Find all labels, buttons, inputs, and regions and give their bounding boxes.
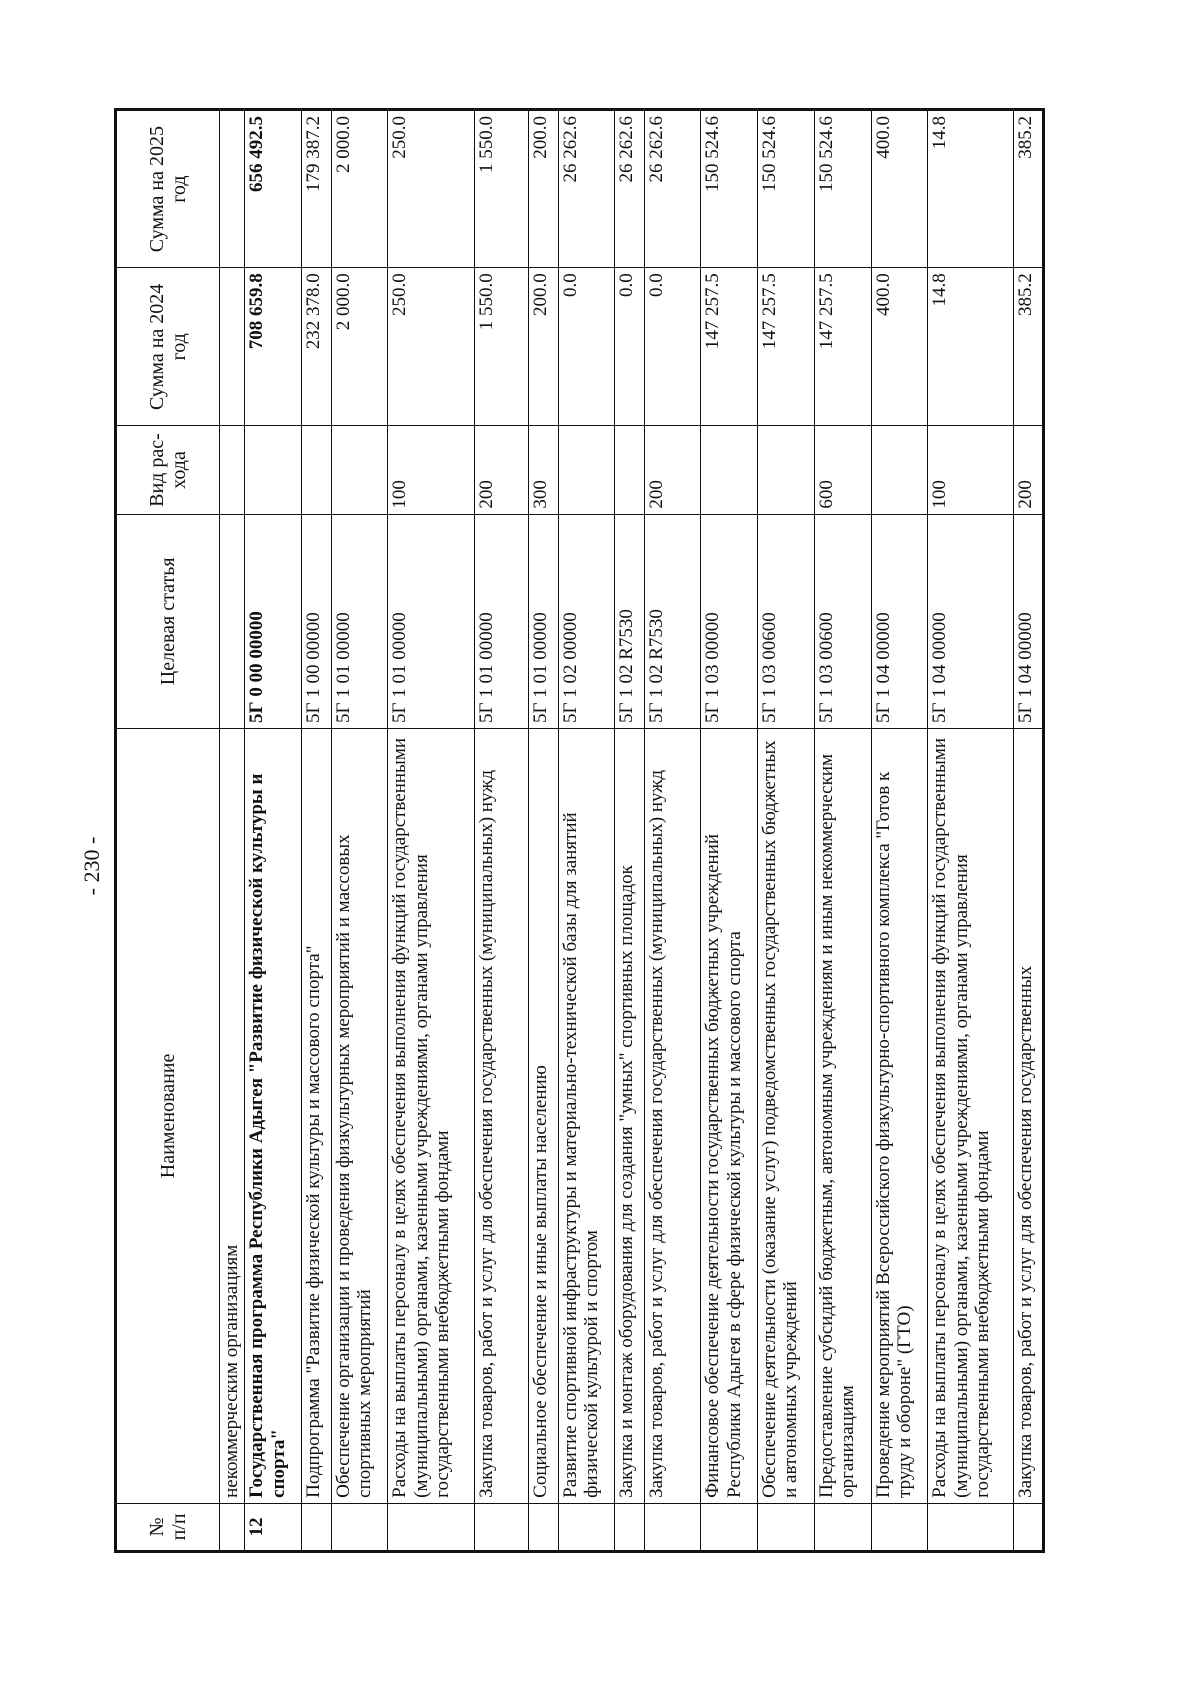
cell-name: Закупка товаров, работ и услуг для обеспечения государственных [1014, 729, 1044, 1504]
cell-name: Предоставление субсидий бюджетным, автономным учреждениям и иным некоммерческим организациям [814, 729, 871, 1504]
budget-table [114, 108, 1045, 1553]
cell-num [871, 1503, 928, 1551]
cell-num [529, 1503, 558, 1551]
header-expense-type: Вид рас- хода [116, 426, 220, 514]
cell-name: Закупка товаров, работ и услуг для обеспечения государственных (муниципальных) нужд [474, 729, 529, 1504]
cell-target: 5Г 1 04 00000 [928, 514, 1014, 728]
table-row [529, 110, 558, 1552]
cell-expense-type: 100 [388, 426, 474, 514]
cell-expense-type [220, 426, 245, 514]
table-row [871, 110, 928, 1552]
cell-sum-2024: 385.2 [1014, 268, 1044, 426]
cell-sum-2024: 200.0 [529, 268, 558, 426]
cell-target: 5Г 0 00 00000 [245, 514, 302, 728]
cell-expense-type: 200 [474, 426, 529, 514]
cell-target: 5Г 1 02 R7530 [615, 514, 644, 728]
header-row [116, 110, 220, 1552]
cell-expense-type [871, 426, 928, 514]
cell-sum-2024 [220, 268, 245, 426]
cell-num [331, 1503, 388, 1551]
cell-sum-2025: 200.0 [529, 110, 558, 268]
cell-sum-2025: 385.2 [1014, 110, 1044, 268]
table-row [245, 110, 302, 1552]
table-row [928, 110, 1014, 1552]
table-row [388, 110, 474, 1552]
cell-target: 5Г 1 04 00000 [1014, 514, 1044, 728]
cell-target: 5Г 1 03 00000 [701, 514, 758, 728]
cell-sum-2024: 0.0 [615, 268, 644, 426]
cell-name: Государственная программа Республики Адыгея "Развитие физической культуры и спорта" [245, 729, 302, 1504]
table-row [814, 110, 871, 1552]
cell-name: Расходы на выплаты персоналу в целях обеспечения выполнения функций государственными (муниципальными) органами, казенными учреждениями, органами управления государственными внебюджетными фондами [928, 729, 1014, 1504]
header-target: Целевая статья [116, 514, 220, 728]
cell-expense-type [245, 426, 302, 514]
cell-sum-2025: 656 492.5 [245, 110, 302, 268]
cell-num [474, 1503, 529, 1551]
cell-target: 5Г 1 03 00600 [758, 514, 815, 728]
cell-sum-2025: 179 387.2 [302, 110, 331, 268]
cell-sum-2024: 147 257.5 [758, 268, 815, 426]
cell-name: Закупка и монтаж оборудования для создания "умных" спортивных площадок [615, 729, 644, 1504]
cell-expense-type: 600 [814, 426, 871, 514]
cell-sum-2025: 1 550.0 [474, 110, 529, 268]
cell-target: 5Г 1 01 00000 [474, 514, 529, 728]
cell-sum-2024: 147 257.5 [701, 268, 758, 426]
table-row [558, 110, 615, 1552]
table-row [302, 110, 331, 1552]
table-row [474, 110, 529, 1552]
cell-sum-2025: 26 262.6 [615, 110, 644, 268]
table-row [220, 110, 245, 1552]
cell-target: 5Г 1 02 R7530 [644, 514, 701, 728]
cell-expense-type: 200 [1014, 426, 1044, 514]
cell-num [388, 1503, 474, 1551]
rotated-table-container [114, 108, 1045, 1553]
cell-target: 5Г 1 01 00000 [529, 514, 558, 728]
cell-name: Расходы на выплаты персоналу в целях обеспечения выполнения функций государственными (муниципальными) органами, казенными учреждениями, органами управления государственными внебюджетными фондами [388, 729, 474, 1504]
cell-sum-2024: 147 257.5 [814, 268, 871, 426]
cell-num [758, 1503, 815, 1551]
cell-num [644, 1503, 701, 1551]
cell-target [220, 514, 245, 728]
table-row [615, 110, 644, 1552]
cell-sum-2024: 250.0 [388, 268, 474, 426]
cell-target: 5Г 1 04 00000 [871, 514, 928, 728]
cell-sum-2025: 150 524.6 [758, 110, 815, 268]
cell-expense-type [558, 426, 615, 514]
cell-target: 5Г 1 03 00600 [814, 514, 871, 728]
cell-sum-2024: 2 000.0 [331, 268, 388, 426]
table-row [331, 110, 388, 1552]
cell-target: 5Г 1 01 00000 [331, 514, 388, 728]
cell-sum-2025: 14.8 [928, 110, 1014, 268]
cell-sum-2025 [220, 110, 245, 268]
cell-expense-type: 300 [529, 426, 558, 514]
table-row [1014, 110, 1044, 1552]
cell-target: 5Г 1 02 00000 [558, 514, 615, 728]
cell-num [928, 1503, 1014, 1551]
cell-target: 5Г 1 01 00000 [388, 514, 474, 728]
table-row [758, 110, 815, 1552]
cell-sum-2025: 400.0 [871, 110, 928, 268]
cell-sum-2025: 2 000.0 [331, 110, 388, 268]
cell-sum-2025: 150 524.6 [814, 110, 871, 268]
cell-sum-2024: 1 550.0 [474, 268, 529, 426]
table-row [644, 110, 701, 1552]
cell-num [1014, 1503, 1044, 1551]
cell-name: Обеспечение организации и проведения физкультурных мероприятий и массовых спортивных мероприятий [331, 729, 388, 1504]
cell-sum-2024: 0.0 [558, 268, 615, 426]
cell-sum-2025: 26 262.6 [644, 110, 701, 268]
cell-name: Подпрограмма "Развитие физической культуры и массового спорта" [302, 729, 331, 1504]
cell-expense-type [331, 426, 388, 514]
cell-num [302, 1503, 331, 1551]
cell-name: Обеспечение деятельности (оказание услуг) подведомственных государственных бюджетных и автономных учреждений [758, 729, 815, 1504]
cell-name: Развитие спортивной инфраструктуры и материально-технической базы для занятий физической культурой и спортом [558, 729, 615, 1504]
cell-name: Социальное обеспечение и иные выплаты населению [529, 729, 558, 1504]
cell-num: 12 [245, 1503, 302, 1551]
cell-expense-type [758, 426, 815, 514]
cell-sum-2024: 0.0 [644, 268, 701, 426]
cell-num [615, 1503, 644, 1551]
cell-num [701, 1503, 758, 1551]
cell-expense-type [615, 426, 644, 514]
cell-expense-type: 100 [928, 426, 1014, 514]
cell-sum-2024: 708 659.8 [245, 268, 302, 426]
header-sum-2024: Сумма на 2024 год [116, 268, 220, 426]
table-row [701, 110, 758, 1552]
cell-name: Финансовое обеспечение деятельности государственных бюджетных учреждений Республики Адыгея в сфере физической культуры и массового спорта [701, 729, 758, 1504]
cell-expense-type [302, 426, 331, 514]
cell-sum-2024: 232 378.0 [302, 268, 331, 426]
header-num: № п/п [116, 1503, 220, 1551]
cell-name: некоммерческим организациям [220, 729, 245, 1504]
cell-sum-2025: 150 524.6 [701, 110, 758, 268]
cell-num [220, 1503, 245, 1551]
cell-sum-2024: 14.8 [928, 268, 1014, 426]
cell-sum-2024: 400.0 [871, 268, 928, 426]
cell-sum-2025: 250.0 [388, 110, 474, 268]
cell-num [814, 1503, 871, 1551]
cell-expense-type: 200 [644, 426, 701, 514]
cell-num [558, 1503, 615, 1551]
header-name: Наименование [116, 729, 220, 1504]
cell-expense-type [701, 426, 758, 514]
cell-sum-2025: 26 262.6 [558, 110, 615, 268]
cell-target: 5Г 1 00 00000 [302, 514, 331, 728]
page-number: - 230 - [79, 836, 104, 896]
cell-name: Проведение мероприятий Всероссийского физкультурно-спортивного комплекса "Готов к труду и обороне" (ГТО) [871, 729, 928, 1504]
cell-name: Закупка товаров, работ и услуг для обеспечения государственных (муниципальных) нужд [644, 729, 701, 1504]
header-sum-2025: Сумма на 2025 год [116, 110, 220, 268]
